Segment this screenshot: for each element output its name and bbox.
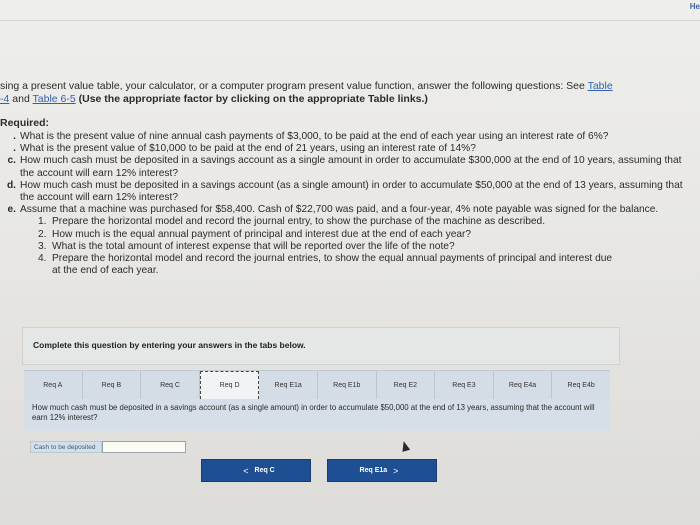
tab-req-e4a[interactable]: Req E4a <box>494 371 553 399</box>
tab-bar <box>24 370 610 399</box>
mouse-cursor-icon <box>400 440 410 452</box>
help-link[interactable]: He <box>689 2 700 11</box>
answer-label: Cash to be deposited <box>30 441 102 453</box>
next-req-button[interactable] <box>327 459 437 482</box>
requirement-e-3: 3. What is the total amount of interest expense that will be reported over the life of the note? <box>38 240 455 252</box>
requirement-a: . What is the present value of nine annual cash payments of $3,000, to be paid at the end of each year using an interest rate of 6%? <box>13 131 609 142</box>
tab-req-e2[interactable]: Req E2 <box>377 371 436 399</box>
prev-req-label: Req C <box>254 467 275 474</box>
intro-text <box>0 80 700 106</box>
requirement-e: e. Assume that a machine was purchased for $58,400. Cash of $22,700 was paid, and a four-year, 4% note payable was signed for the balance. <box>7 204 659 216</box>
requirement-d: d. How much cash must be deposited in a savings account (as a single amount) in order to accumulate $50,000 at the end of 13 years, assuming that the account will earn 12% interest? <box>6 179 683 204</box>
answer-row <box>30 441 186 454</box>
tab-req-a[interactable]: Req A <box>24 371 83 399</box>
cash-deposited-input[interactable] <box>102 441 186 453</box>
next-req-label: Req E1a <box>359 467 388 474</box>
requirement-e-4: 4. Prepare the horizontal model and record the journal entries, to show the equal annual payments of principal and interest due <box>38 253 613 265</box>
chevron-left-icon: < <box>243 465 249 476</box>
question-prompt: How much cash must be deposited in a savings account (as a single amount) in order to accumulate $50,000 at the end of 13 years, assuming that the account will earn 12% interest? <box>24 399 610 431</box>
intro-line-1: sing a present value table, your calculator, or a computer program present value function, answer the following questions: See <box>0 80 585 92</box>
requirement-e-2: 2. How much is the equal annual payment of principal and interest due at the end of each year? <box>38 228 472 240</box>
tab-req-d[interactable]: Req D <box>200 371 260 399</box>
chevron-right-icon: > <box>393 465 399 476</box>
table-link-b[interactable]: Table 6-5 <box>32 93 76 105</box>
intro-note: (Use the appropriate factor by clicking on the appropriate Table links.) <box>75 93 428 105</box>
instructions-text: Complete this question by entering your answers in the tabs below. <box>33 340 306 350</box>
tab-req-e3[interactable]: Req E3 <box>435 371 494 399</box>
table-link-a[interactable]: Table <box>587 80 613 92</box>
requirement-e-4-cont: at the end of each year. <box>52 265 159 277</box>
divider <box>0 20 700 21</box>
instructions-box <box>22 327 620 365</box>
required-heading: Required: <box>0 117 50 129</box>
tab-req-e4b[interactable]: Req E4b <box>567 381 595 389</box>
table-link-a-cont[interactable]: -4 <box>0 93 10 105</box>
requirement-e-1: 1. Prepare the horizontal model and record the journal entry, to show the purchase of the machine as described. <box>38 216 546 228</box>
requirement-c: c. How much cash must be deposited in a savings account as a single amount in order to accumulate $300,000 at the end of 10 years, assuming that the account will earn 12% interest? <box>7 155 682 179</box>
intro-and: and <box>9 93 33 105</box>
requirement-b: . What is the present value of $10,000 to be paid at the end of 21 years, using an interest rate of 14%? <box>13 143 476 155</box>
requirements-list <box>0 131 700 277</box>
prev-req-button[interactable] <box>201 459 311 482</box>
tab-req-e1b[interactable]: Req E1b <box>318 371 377 399</box>
tab-req-e1a[interactable]: Req E1a <box>259 371 318 399</box>
tab-req-b[interactable]: Req B <box>83 371 142 399</box>
tab-req-c[interactable]: Req C <box>141 371 200 399</box>
